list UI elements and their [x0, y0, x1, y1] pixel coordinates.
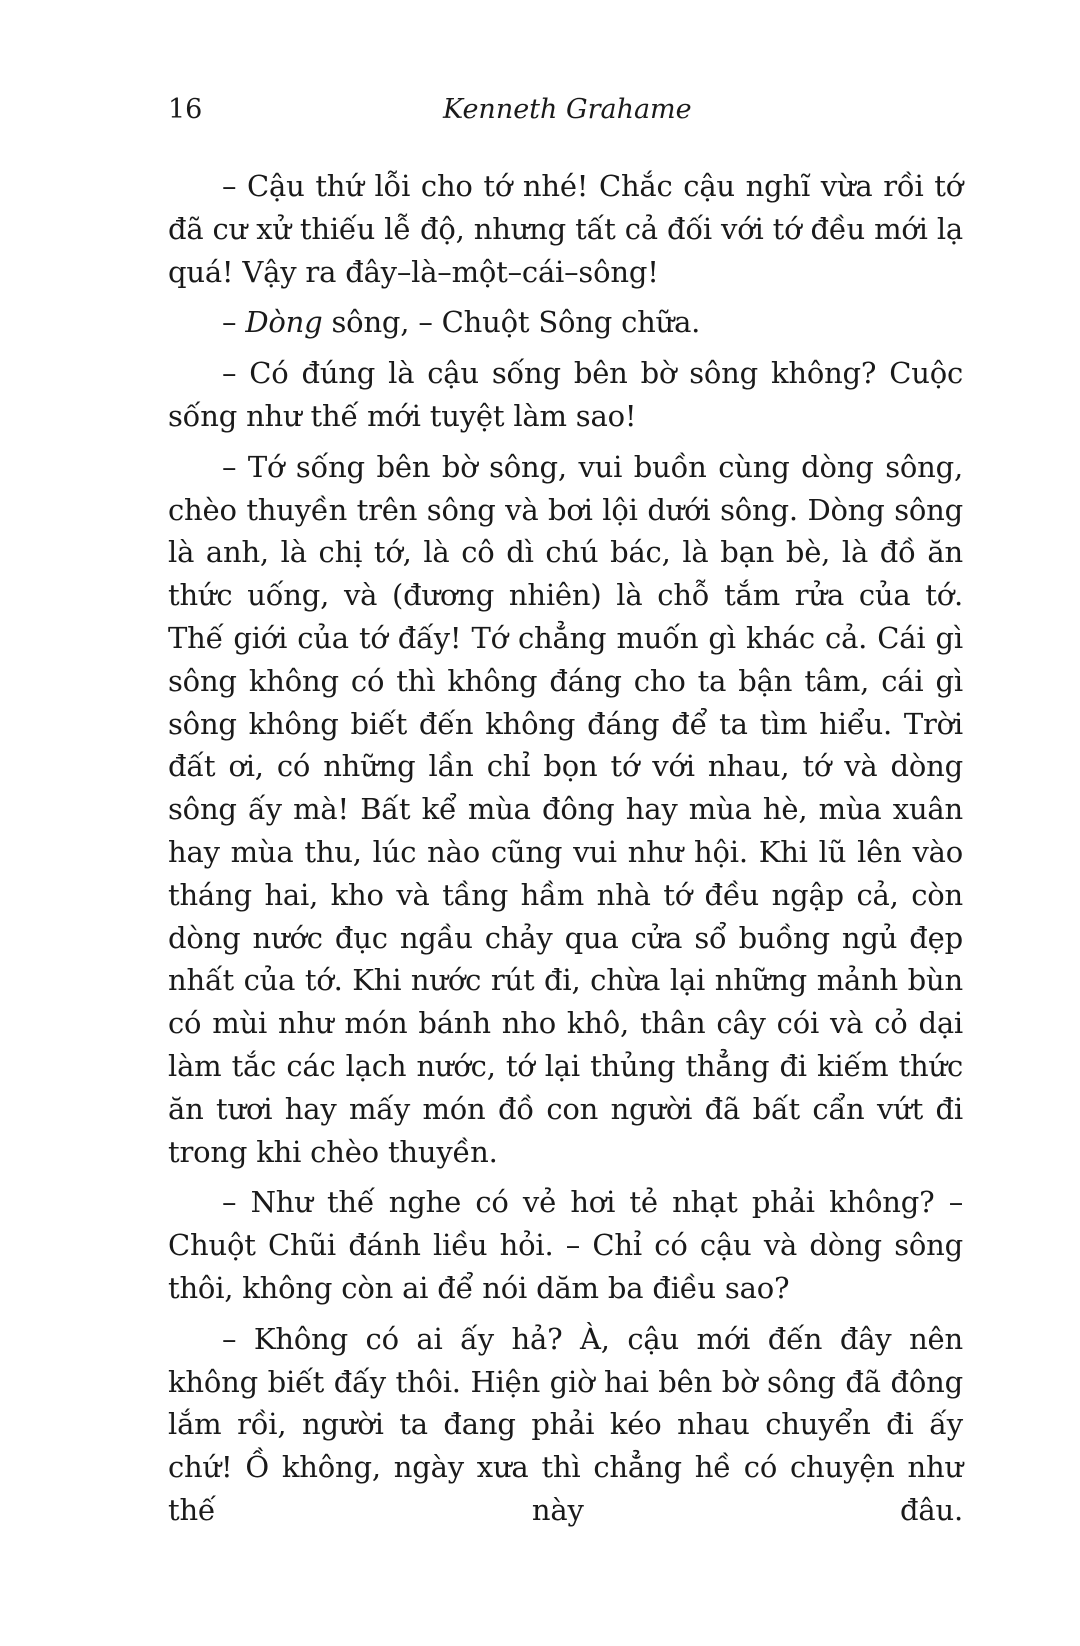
- page-number: 16: [168, 94, 203, 125]
- paragraph-2-emphasis: Dòng: [245, 305, 323, 340]
- paragraph-1: – Cậu thứ lỗi cho tớ nhé! Chắc cậu nghĩ vừa rồi tớ đã cư xử thiếu lễ độ, nhưng tất cả đối với tớ đều mới lạ quá! Vậy ra đây–là–một–cái–sông!: [168, 169, 963, 289]
- page-header: [168, 88, 968, 132]
- paragraph-2-prefix: –: [222, 305, 246, 340]
- paragraph-6: – Không có ai ấy hả? À, cậu mới đến đây nên không biết đấy thôi. Hiện giờ hai bên bờ sông đã đông lắm rồi, người ta đang phải kéo nhau chuyển đi ấy chứ! Ồ không, ngày xưa thì chẳng hề có chuyện như thế này đâu.: [168, 1321, 963, 1527]
- paragraph-2: [168, 301, 963, 344]
- paragraph-2-rest: sông, – Chuột Sông chữa.: [322, 305, 701, 340]
- running-title: Kenneth Grahame: [443, 94, 692, 125]
- paragraph-4: – Tớ sống bên bờ sông, vui buồn cùng dòng sông, chèo thuyền trên sông và bơi lội dưới sông. Dòng sông là anh, là chị tớ, là cô dì chú bác, là bạn bè, là đồ ăn thức uống, và (đương nhiên) là chỗ tắm rửa của tớ. Thế giới của tớ đấy! Tớ chẳng muốn gì khác cả. Cái gì sông không có thì không đáng cho ta bận tâm, cái gì sông không biết đến không đáng để ta tìm hiểu. Trời đất ơi, có những lần chỉ bọn tớ với nhau, tớ và dòng sông ấy mà! Bất kể mùa đông hay mùa hè, mùa xuân hay mùa thu, lúc nào cũng vui như hội. Khi lũ lên vào tháng hai, kho và tầng hầm nhà tớ đều ngập cả, còn dòng nước đục ngầu chảy qua cửa sổ buồng ngủ đẹp nhất của tớ. Khi nước rút đi, chừa lại những mảnh bùn có mùi như món bánh nho khô, thân cây cói và cỏ dại làm tắc các lạch nước, tớ lại thủng thẳng đi kiếm thức ăn tươi hay mấy món đồ con người đã bất cẩn vứt đi trong khi chèo thuyền.: [168, 449, 963, 1169]
- paragraph-3: – Có đúng là cậu sống bên bờ sông không? Cuộc sống như thế mới tuyệt làm sao!: [168, 356, 963, 433]
- body-text: [168, 165, 963, 1540]
- paragraph-5: – Như thế nghe có vẻ hơi tẻ nhạt phải không? – Chuột Chũi đánh liều hỏi. – Chỉ có cậu và dòng sông thôi, không còn ai để nói dăm ba điều sao?: [168, 1185, 963, 1305]
